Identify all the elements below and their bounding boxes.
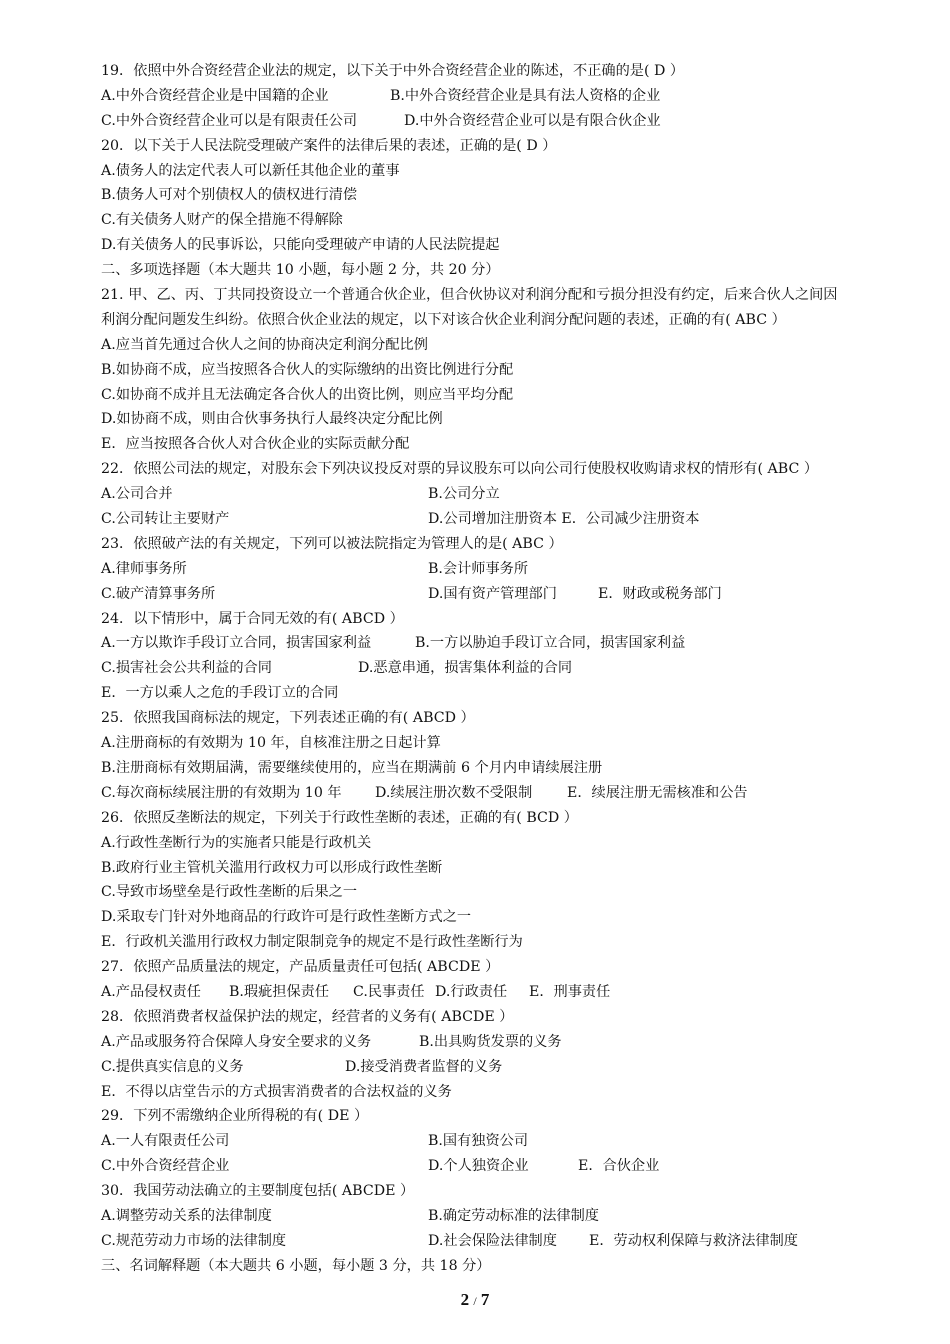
text-segment: D.公司增加注册资本 E．公司减少注册资本	[428, 511, 700, 528]
text-line	[101, 308, 921, 333]
text-segment: B.一方以胁迫手段订立合同，损害国家利益	[415, 635, 686, 652]
text-line	[101, 831, 921, 856]
text-line	[101, 258, 921, 283]
text-segment: D.个人独资企业	[428, 1158, 529, 1175]
text-segment: C.有关债务人财产的保全措施不得解除	[101, 212, 343, 229]
text-line	[101, 656, 921, 681]
text-segment: E．合伙企业	[578, 1158, 660, 1175]
text-line	[101, 681, 921, 706]
text-segment: D.中外合资经营企业可以是有限合伙企业	[404, 112, 661, 129]
text-segment: D.国有资产管理部门	[428, 585, 557, 602]
text-segment: 26．依照反垄断法的规定，下列关于行政性垄断的表述，正确的有( BCD ）	[101, 809, 578, 826]
text-segment: 20．以下关于人民法院受理破产案件的法律后果的表述，正确的是( D ）	[101, 137, 557, 154]
text-line	[101, 557, 921, 582]
text-segment: A.一人有限责任公司	[101, 1133, 230, 1150]
text-segment: 三、名词解释题（本大题共 6 小题，每小题 3 分，共 18 分）	[101, 1257, 491, 1274]
text-segment: 19．依照中外合资经营企业法的规定，以下关于中外合资经营企业的陈述，不正确的是( D ）	[101, 63, 685, 79]
text-line	[101, 781, 921, 806]
text-segment: 利润分配问题发生纠纷。依照合伙企业法的规定，以下对该合伙企业利润分配问题的表述，正确的有( ABC ）	[101, 311, 786, 328]
text-segment: C.民事责任	[353, 983, 425, 1000]
text-line	[101, 159, 921, 184]
total-pages: 7	[480, 1290, 490, 1309]
text-segment: B.政府行业主管机关滥用行政权力可以形成行政性垄断	[101, 859, 443, 876]
text-segment: C.提供真实信息的义务	[101, 1058, 244, 1075]
text-line	[101, 582, 921, 607]
text-line	[101, 980, 921, 1005]
text-segment: E．财政或税务部门	[598, 585, 722, 602]
text-line	[101, 955, 921, 980]
text-line	[101, 731, 921, 756]
text-segment: 23．依照破产法的有关规定，下列可以被法院指定为管理人的是( ABC ）	[101, 535, 563, 552]
text-line	[101, 109, 921, 134]
text-segment: A.债务人的法定代表人可以新任其他企业的董事	[101, 162, 400, 179]
text-line	[101, 507, 921, 532]
text-segment: E．不得以店堂告示的方式损害消费者的合法权益的义务	[101, 1083, 452, 1100]
text-line	[101, 457, 921, 482]
text-segment: 29．下列不需缴纳企业所得税的有( DE ）	[101, 1108, 369, 1125]
text-segment: B.会计师事务所	[428, 560, 529, 577]
text-segment: D.续展注册次数不受限制	[375, 784, 533, 801]
text-segment: A.公司合并	[101, 486, 173, 503]
text-segment: A.应当首先通过合伙人之间的协商决定利润分配比例	[101, 336, 428, 353]
text-segment: B.出具购货发票的义务	[419, 1033, 562, 1050]
text-segment: A.注册商标的有效期为 10 年，自核准注册之日起计算	[101, 735, 441, 752]
text-segment: C.如协商不成并且无法确定各合伙人的出资比例，则应当平均分配	[101, 386, 514, 403]
text-line	[101, 283, 921, 308]
text-segment: A.律师事务所	[101, 560, 187, 577]
text-line	[101, 1080, 921, 1105]
text-line	[101, 806, 921, 831]
text-line	[101, 1229, 921, 1254]
text-segment: B.中外合资经营企业是具有法人资格的企业	[390, 87, 661, 104]
text-segment: B.如协商不成，应当按照各合伙人的实际缴纳的出资比例进行分配	[101, 361, 514, 378]
text-segment: B.确定劳动标准的法律制度	[428, 1207, 599, 1224]
text-segment: A.行政性垄断行为的实施者只能是行政机关	[101, 834, 372, 851]
text-segment: D.接受消费者监督的义务	[345, 1058, 503, 1075]
text-segment: B.国有独资公司	[428, 1133, 529, 1150]
text-line	[101, 756, 921, 781]
text-segment: A.产品或服务符合保障人身安全要求的义务	[101, 1033, 372, 1050]
text-segment: D.行政责任	[435, 983, 508, 1000]
text-line	[101, 856, 921, 881]
text-line	[101, 930, 921, 955]
text-line	[101, 134, 921, 159]
text-segment: 27．依照产品质量法的规定，产品质量责任可包括( ABCDE ）	[101, 959, 500, 976]
document-body	[101, 59, 921, 1279]
text-segment: C.破产清算事务所	[101, 585, 216, 602]
text-line	[101, 880, 921, 905]
text-line	[101, 407, 921, 432]
text-line	[101, 233, 921, 258]
text-segment: 二、多项选择题（本大题共 10 小题，每小题 2 分，共 20 分）	[101, 262, 500, 279]
text-line	[101, 1055, 921, 1080]
text-segment: E．劳动权利保障与救济法律制度	[589, 1232, 798, 1249]
page-number	[0, 1290, 950, 1310]
text-segment: B.公司分立	[428, 486, 500, 503]
text-line	[101, 333, 921, 358]
text-line	[101, 1129, 921, 1154]
current-page: 2	[460, 1290, 470, 1309]
text-line	[101, 383, 921, 408]
text-segment: D.社会保险法律制度	[428, 1232, 557, 1249]
text-segment: D.恶意串通，损害集体利益的合同	[358, 660, 573, 677]
text-segment: 24．以下情形中，属于合同无效的有( ABCD ）	[101, 610, 404, 627]
text-segment: A.一方以欺诈手段订立合同，损害国家利益	[101, 635, 372, 652]
text-line	[101, 59, 921, 84]
text-segment: E．一方以乘人之危的手段订立的合同	[101, 685, 339, 702]
text-segment: C.公司转让主要财产	[101, 511, 230, 528]
text-line	[101, 84, 921, 109]
text-line	[101, 1030, 921, 1055]
text-segment: B.瑕疵担保责任	[229, 983, 330, 1000]
text-segment: 21. 甲、乙、丙、丁共同投资设立一个普通合伙企业，但合伙协议对利润分配和亏损分担没有约定，后来合伙人之间因	[101, 287, 838, 304]
text-segment: C.每次商标续展注册的有效期为 10 年	[101, 784, 342, 801]
text-line	[101, 706, 921, 731]
text-segment: 30．我国劳动法确立的主要制度包括( ABCDE ）	[101, 1183, 415, 1200]
text-segment: A.产品侵权责任	[101, 983, 201, 1000]
text-segment: D.采取专门针对外地商品的行政许可是行政性垄断方式之一	[101, 909, 472, 926]
text-line	[101, 358, 921, 383]
text-line	[101, 532, 921, 557]
text-line	[101, 1204, 921, 1229]
text-line	[101, 1154, 921, 1179]
text-segment: E．刑事责任	[529, 983, 611, 1000]
text-line	[101, 631, 921, 656]
text-line	[101, 482, 921, 507]
text-segment: 25．依照我国商标法的规定，下列表述正确的有( ABCD ）	[101, 710, 475, 727]
text-segment: E．续展注册无需核准和公告	[567, 784, 748, 801]
text-line	[101, 432, 921, 457]
page-separator: /	[473, 1294, 477, 1308]
text-line	[101, 1254, 921, 1279]
text-segment: 28．依照消费者权益保护法的规定，经营者的义务有( ABCDE ）	[101, 1008, 514, 1025]
text-segment: C.中外合资经营企业	[101, 1158, 230, 1175]
text-segment: C.规范劳动力市场的法律制度	[101, 1232, 287, 1249]
text-segment: C.损害社会公共利益的合同	[101, 660, 272, 677]
text-line	[101, 1179, 921, 1204]
text-segment: A.中外合资经营企业是中国籍的企业	[101, 87, 329, 104]
text-segment: C.中外合资经营企业可以是有限责任公司	[101, 112, 358, 129]
text-segment: D.有关债务人的民事诉讼，只能向受理破产申请的人民法院提起	[101, 237, 500, 254]
text-line	[101, 1005, 921, 1030]
text-segment: B.债务人可对个别债权人的债权进行清偿	[101, 187, 358, 204]
text-segment: C.导致市场壁垒是行政性垄断的后果之一	[101, 884, 358, 901]
text-segment: A.调整劳动关系的法律制度	[101, 1207, 272, 1224]
text-segment: E．行政机关滥用行政权力制定限制竞争的规定不是行政性垄断行为	[101, 934, 523, 951]
text-line	[101, 607, 921, 632]
text-line	[101, 183, 921, 208]
text-line	[101, 905, 921, 930]
text-segment: B.注册商标有效期届满，需要继续使用的，应当在期满前 6 个月内申请续展注册	[101, 759, 603, 776]
text-segment: 22．依照公司法的规定，对股东会下列决议投反对票的异议股东可以向公司行使股权收购请求权的情形有( ABC ）	[101, 461, 819, 478]
text-line	[101, 1104, 921, 1129]
text-segment: D.如协商不成，则由合伙事务执行人最终决定分配比例	[101, 411, 443, 428]
text-line	[101, 208, 921, 233]
text-segment: E．应当按照各合伙人对合伙企业的实际贡献分配	[101, 436, 410, 453]
